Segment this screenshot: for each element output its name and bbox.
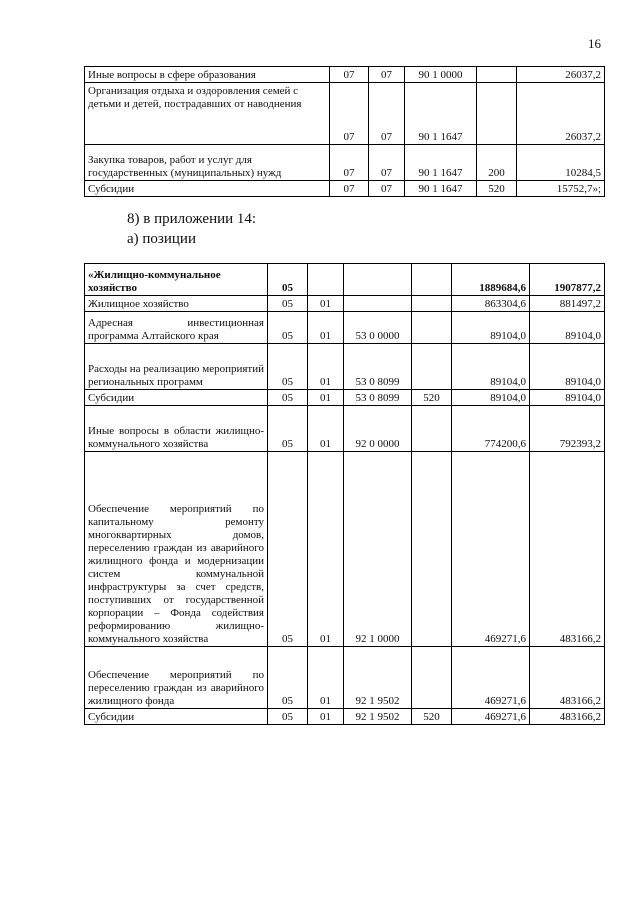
amount-year-2: 89104,0	[530, 312, 605, 344]
row-name: Обеспечение мероприятий по переселению граждан из аварийного жилищного фонда	[85, 647, 268, 709]
expense-type-code	[412, 344, 452, 390]
amount-year-2: 1907877,2	[530, 264, 605, 296]
expense-type-code	[477, 83, 517, 145]
amount-year-1: 863304,6	[452, 296, 530, 312]
subsection-code: 07	[369, 83, 405, 145]
amount-year-2: 881497,2	[530, 296, 605, 312]
row-name: Расходы на реализацию мероприятий региональных программ	[85, 344, 268, 390]
section-code: 07	[330, 83, 369, 145]
amount-year-1: 774200,6	[452, 406, 530, 452]
expense-type-code	[412, 296, 452, 312]
table-row	[85, 647, 605, 709]
row-name: Обеспечение мероприятий по капитальному ремонту многоквартирных домов, переселению граждан из аварийного жилищного фонда и модернизации систем коммунальной инфраструктуры за счет средств, поступивших от государственной корпорации – Фонда содействия реформированию жилищно-коммунального хозяйства	[85, 452, 268, 647]
table-row	[85, 83, 605, 145]
target-article-code: 90 1 1647	[405, 83, 477, 145]
amount: 15752,7»;	[517, 181, 605, 197]
amount-year-1: 469271,6	[452, 452, 530, 647]
target-article-code: 92 1 0000	[344, 452, 412, 647]
table-row	[85, 452, 605, 647]
subsection-code: 07	[369, 145, 405, 181]
amount-year-1: 469271,6	[452, 709, 530, 725]
expense-type-code: 520	[412, 709, 452, 725]
section-code: 05	[268, 452, 308, 647]
budget-table-housing	[84, 263, 605, 725]
section-code: 05	[268, 312, 308, 344]
target-article-code: 53 0 0000	[344, 312, 412, 344]
table-row	[85, 406, 605, 452]
table-row	[85, 296, 605, 312]
amount-year-2: 483166,2	[530, 709, 605, 725]
target-article-code: 53 0 8099	[344, 344, 412, 390]
target-article-code: 90 1 0000	[405, 67, 477, 83]
target-article-code: 90 1 1647	[405, 145, 477, 181]
table-row	[85, 390, 605, 406]
subsection-code: 01	[308, 406, 344, 452]
budget-table-education	[84, 66, 605, 197]
section-code: 07	[330, 145, 369, 181]
row-name: Иные вопросы в сфере образования	[85, 67, 330, 83]
section-code: 07	[330, 181, 369, 197]
section-code: 05	[268, 264, 308, 296]
table-row	[85, 264, 605, 296]
amount-year-2: 89104,0	[530, 390, 605, 406]
amount-year-1: 89104,0	[452, 344, 530, 390]
row-name: Жилищное хозяйство	[85, 296, 268, 312]
expense-type-code	[412, 452, 452, 647]
row-name: Субсидии	[85, 181, 330, 197]
amount-year-1: 469271,6	[452, 647, 530, 709]
expense-type-code	[477, 67, 517, 83]
expense-type-code	[412, 312, 452, 344]
section-code: 05	[268, 709, 308, 725]
amount-year-2: 792393,2	[530, 406, 605, 452]
row-name: Организация отдыха и оздоровления семей с детьми и детей, пострадавших от наводнения	[85, 83, 330, 145]
subsection-code: 01	[308, 390, 344, 406]
section-code: 05	[268, 344, 308, 390]
target-article-code: 53 0 8099	[344, 390, 412, 406]
expense-type-code: 520	[412, 390, 452, 406]
table-row	[85, 709, 605, 725]
paragraph-appendix-14: 8) в приложении 14:	[127, 211, 257, 227]
amount-year-1: 89104,0	[452, 312, 530, 344]
paragraph-positions: а) позиции	[127, 231, 196, 247]
section-code: 05	[268, 647, 308, 709]
subsection-code: 07	[369, 181, 405, 197]
amount: 26037,2	[517, 83, 605, 145]
target-article-code: 92 0 0000	[344, 406, 412, 452]
table-row	[85, 145, 605, 181]
row-name: Адресная инвестиционная программа Алтайского края	[85, 312, 268, 344]
amount: 26037,2	[517, 67, 605, 83]
subsection-code: 01	[308, 312, 344, 344]
subsection-code: 01	[308, 452, 344, 647]
section-code: 07	[330, 67, 369, 83]
expense-type-code	[412, 264, 452, 296]
expense-type-code	[412, 406, 452, 452]
table-row	[85, 181, 605, 197]
amount-year-2: 483166,2	[530, 647, 605, 709]
table-row	[85, 67, 605, 83]
subsection-code: 01	[308, 296, 344, 312]
amount-year-1: 1889684,6	[452, 264, 530, 296]
amount-year-2: 89104,0	[530, 344, 605, 390]
target-article-code	[344, 296, 412, 312]
page-number: 16	[588, 36, 601, 51]
subsection-code	[308, 264, 344, 296]
expense-type-code	[412, 647, 452, 709]
expense-type-code: 200	[477, 145, 517, 181]
table-row	[85, 312, 605, 344]
target-article-code	[344, 264, 412, 296]
section-code: 05	[268, 406, 308, 452]
row-name: «Жилищно-коммунальное хозяйство	[85, 264, 268, 296]
amount: 10284,5	[517, 145, 605, 181]
row-name: Субсидии	[85, 709, 268, 725]
amount-year-2: 483166,2	[530, 452, 605, 647]
expense-type-code: 520	[477, 181, 517, 197]
row-name: Закупка товаров, работ и услуг для государственных (муниципальных) нужд	[85, 145, 330, 181]
table-row	[85, 344, 605, 390]
target-article-code: 90 1 1647	[405, 181, 477, 197]
section-code: 05	[268, 390, 308, 406]
row-name: Субсидии	[85, 390, 268, 406]
target-article-code: 92 1 9502	[344, 709, 412, 725]
subsection-code: 01	[308, 709, 344, 725]
subsection-code: 01	[308, 647, 344, 709]
subsection-code: 07	[369, 67, 405, 83]
subsection-code: 01	[308, 344, 344, 390]
amount-year-1: 89104,0	[452, 390, 530, 406]
row-name: Иные вопросы в области жилищно-коммунального хозяйства	[85, 406, 268, 452]
section-code: 05	[268, 296, 308, 312]
target-article-code: 92 1 9502	[344, 647, 412, 709]
